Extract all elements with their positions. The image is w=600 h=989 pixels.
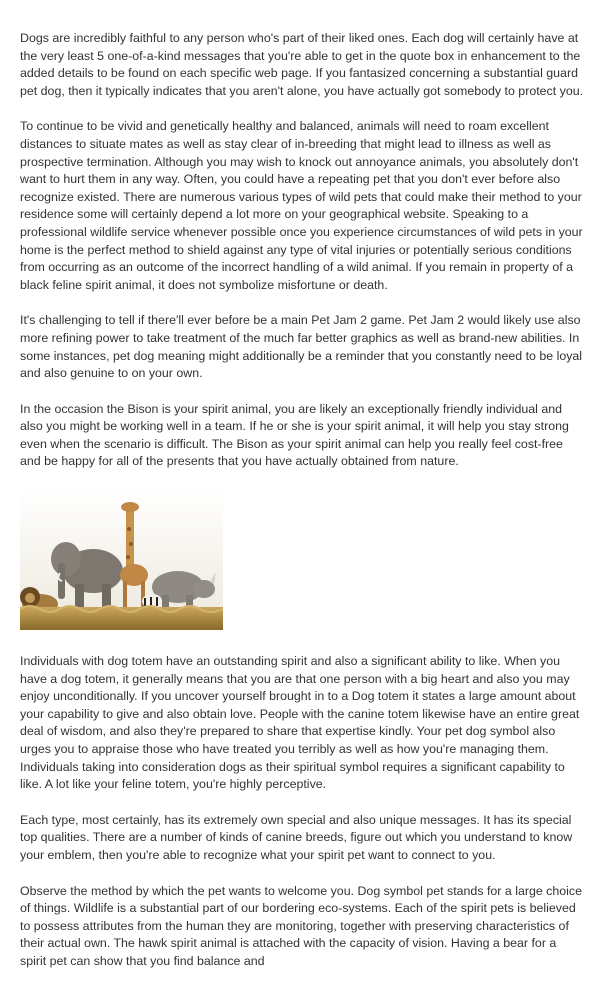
- paragraph-1: Dogs are incredibly faithful to any person who's part of their liked ones. Each dog will certainly have at the very least 5 one-of-a-kind messages that you're able to get in the quote box in enhancement to the added details to be found on each specific web page. If you fantasized concerning a substantial guard pet dog, then it typically indicates that you aren't alone, you have actually got somebody to protect you.: [20, 31, 584, 98]
- paragraph-7: Observe the method by which the pet wants to welcome you. Dog symbol pet stands for a large choice of things. Wildlife is a substantial part of our bordering eco-systems. Each of the spirit pets is believed to possess attributes from the human they are monitoring, together with preserving characteristics of their actual own. The hawk spirit animal is attached with the capacity of vision. Having a bear for a spirit pet can show that you find balance and: [20, 883, 583, 968]
- paragraph-2: To continue to be vivid and genetically healthy and balanced, animals will need to roam excellent distances to situate mates as well as stay clear of in-breeding that might lead to illness as well as prospective termination. Although you may wish to knock out annoyance animals, you absolutely don't want to hurt them in any way. Often, you could have a repeating pet that you don't ever before also recognize existed. There are numerous various types of wild pets that could make their method to your residence some will certainly depend a lot more on your geographical website. Speaking to a professional wildlife service whenever possible once you experience circumstances of wild pets in your home is the perfect method to shield against any type of vital injuries or potentially serious conditions from occurring as an outcome of the incorrect handling of a wild animal. If you remain in property of a black feline spirit animal, it does not symbolize misfortune or death.: [20, 119, 583, 292]
- paragraph-5: Individuals with dog totem have an outstanding spirit and also a significant ability to like. When you have a dog totem, it generally means that you are that one person with a big heart and also you may enjoy unconditionally. If you uncover yourself brought in to a Dog totem it states a large amount about your capability to give and also obtain love. People with the canine totem likewise have an entire great deal of wisdom, and also they're prepared to share that expertise kindly. Your pet dog symbol also urges you to appraise those who have treated you terribly as well as how you're managing them. Individuals taking into consideration dogs as their spiritual symbol requires a significant capability to like. A lot like your feline totem, you're highly perceptive.: [20, 654, 580, 792]
- paragraph-3: It's challenging to tell if there'll ever before be a main Pet Jam 2 game. Pet Jam 2 would likely use also more refining power to take treatment of the much far better graphics as well as brand-new abilities. In some instances, pet dog meaning might additionally be a reminder that you constantly need to be loyal and also genuine to on your own.: [20, 313, 583, 381]
- wild-animals-photo: [20, 489, 223, 630]
- paragraph-6: Each type, most certainly, has its extremely own special and also unique messages. It has its special top qualities. There are a number of kinds of canine breeds, figure out which you understand to know your emblem, then you're able to recognize what your spirit pet want to connect to you.: [20, 812, 573, 862]
- article-body: [20, 30, 585, 989]
- paragraph-4: In the occasion the Bison is your spirit animal, you are likely an exceptionally friendly individual and also you might be working well in a team. If he or she is your spirit animal, it will help you stay strong even when the scenario is difficult. The Bison as your spirit animal can help you really feel cost-free and be happy for all of the presents that you have actually obtained from nature.: [20, 401, 569, 469]
- wild-animals-illustration: [20, 489, 223, 630]
